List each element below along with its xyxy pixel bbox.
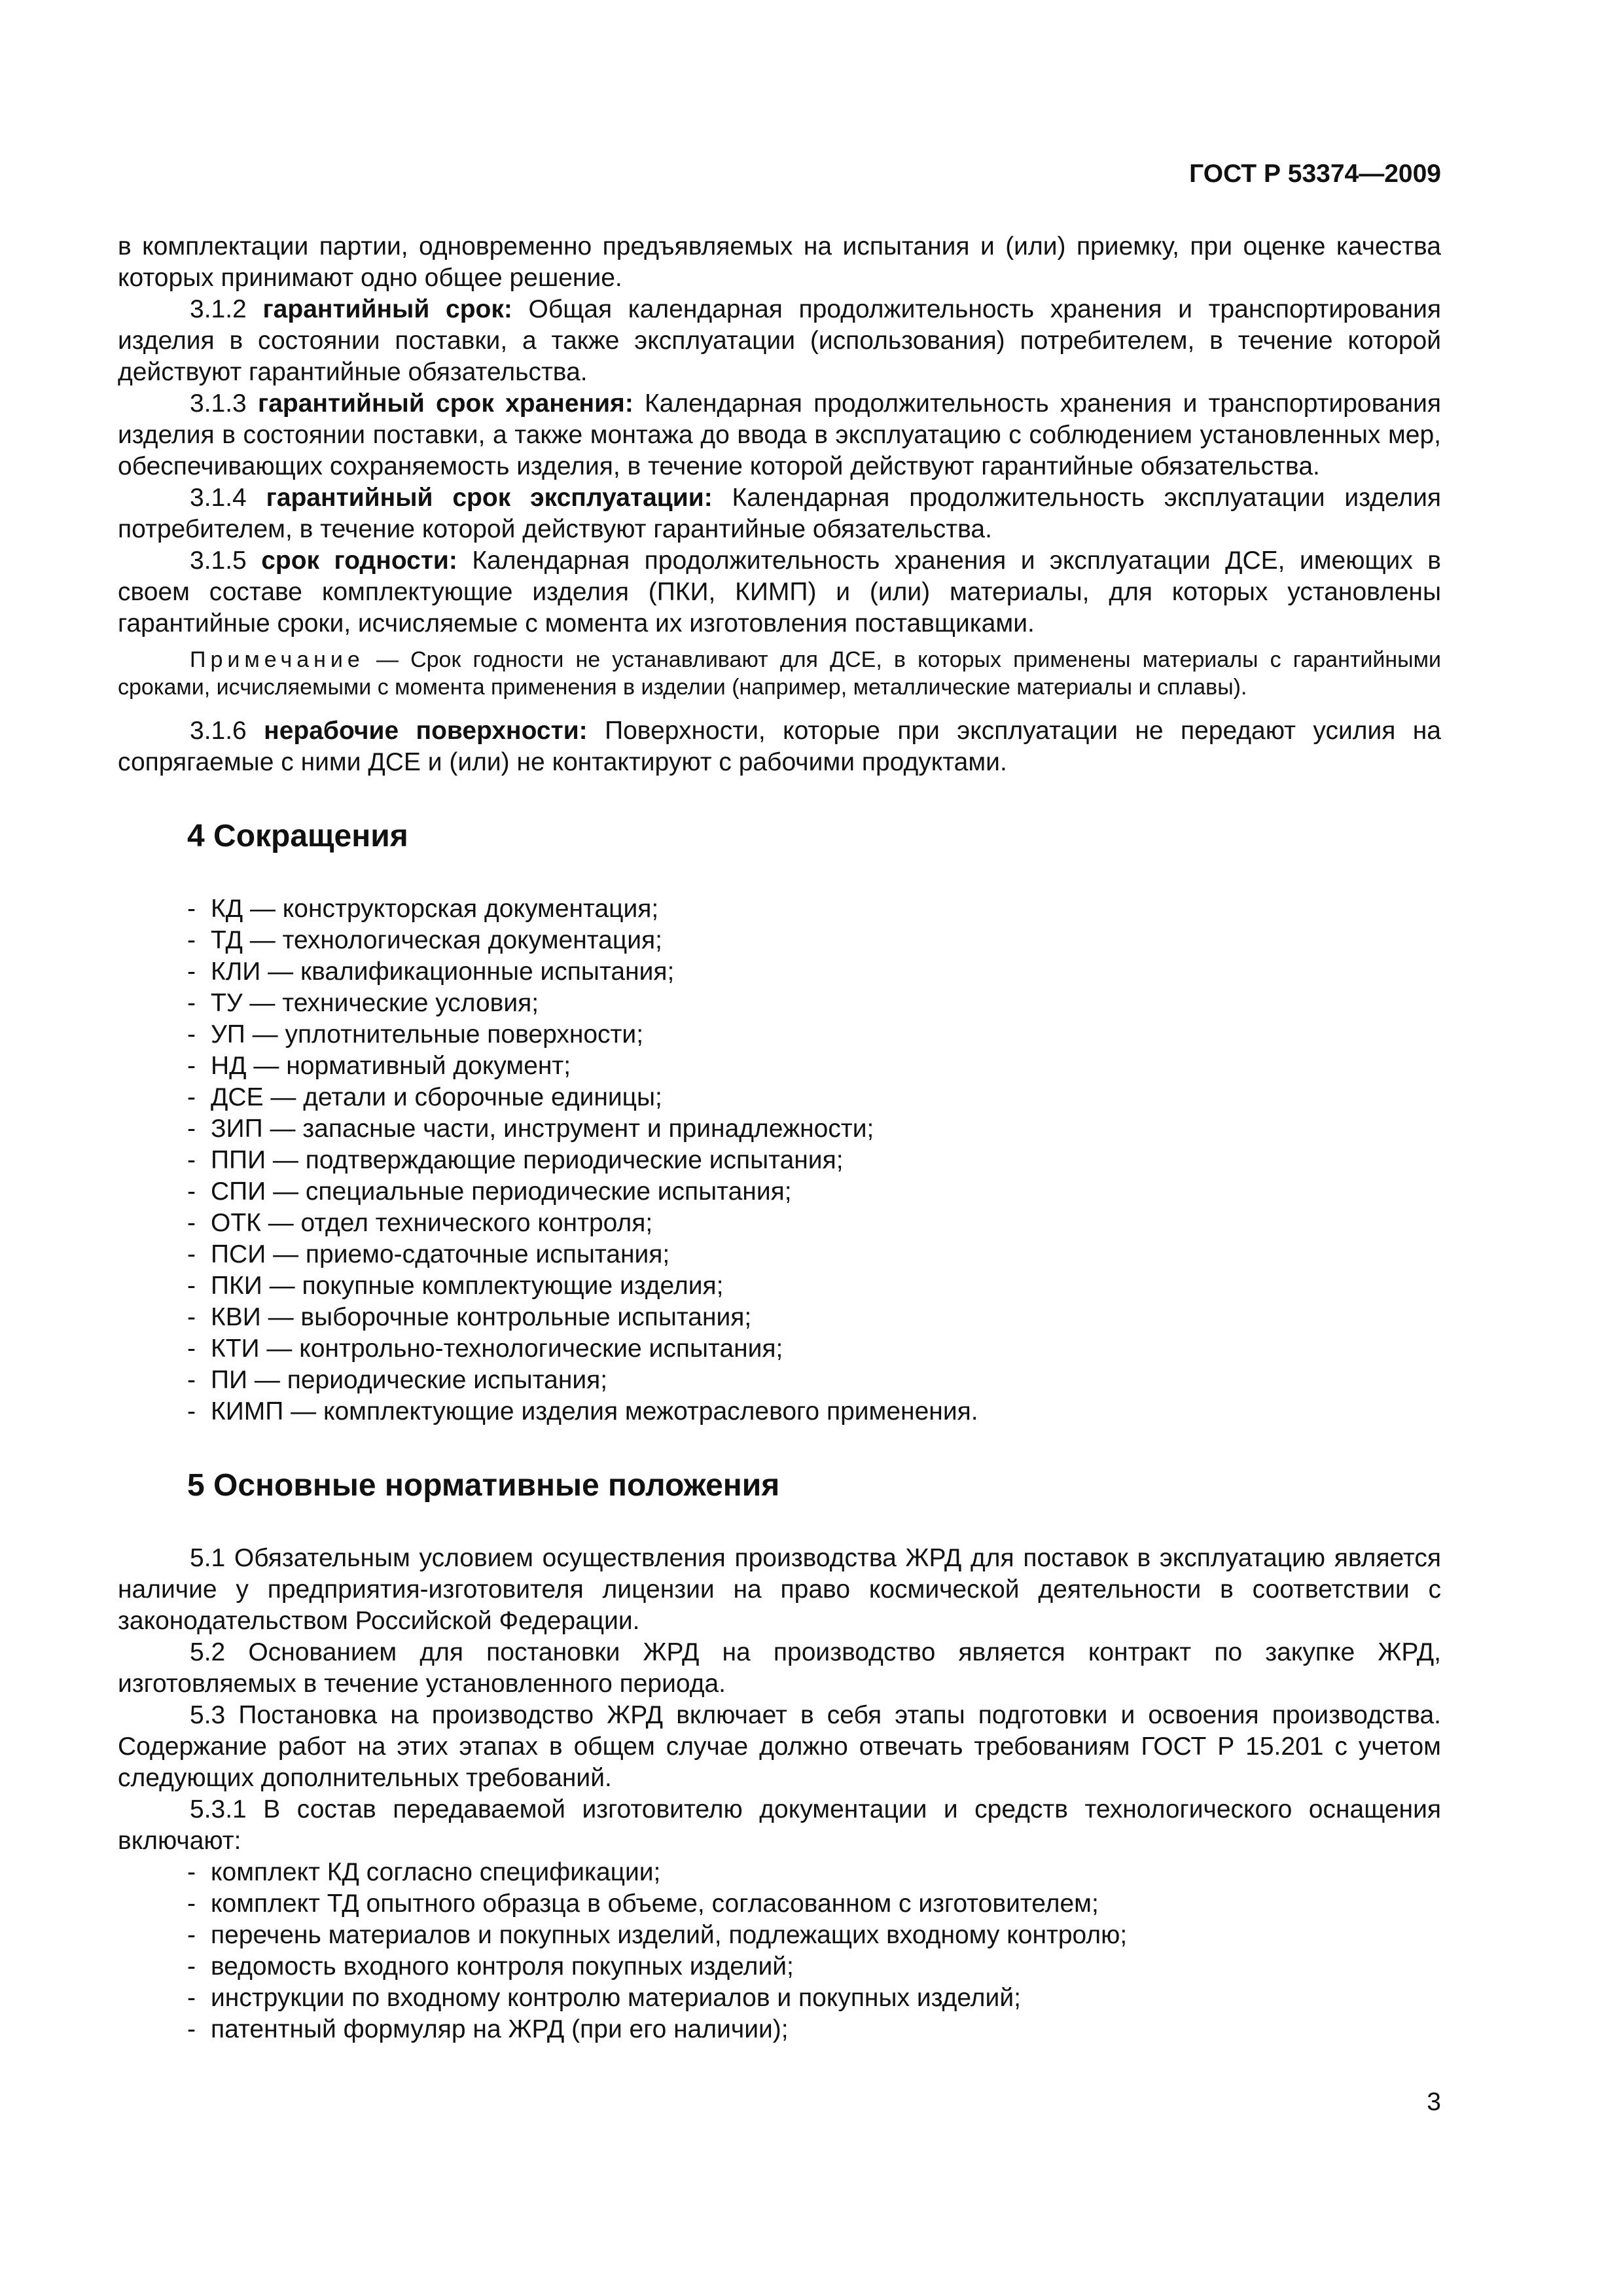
list-item-text: ПКИ — покупные комплектующие изделия; <box>211 1272 724 1300</box>
list-item-text: КД — конструкторская документация; <box>211 895 659 923</box>
definition-term: гарантийный срок: <box>262 295 512 323</box>
definition-text: Поверхности, которые при эксплуатации не передают усилия на сопрягаемые с ними ДСЕ и (или) не контактируют с рабочими продуктами. <box>118 717 1441 776</box>
definition-number: 3.1.3 <box>190 389 247 418</box>
note-label: Примечание <box>190 647 365 672</box>
list-dash: - <box>187 1146 196 1174</box>
list-item <box>118 1365 1441 1396</box>
list-item <box>118 1302 1441 1333</box>
document-code-header: ГОСТ Р 53374—2009 <box>1189 160 1441 188</box>
list-dash: - <box>187 1858 196 1886</box>
definition-term: гарантийный срок хранения: <box>257 389 633 418</box>
section-4-title: 4 Сокращения <box>187 819 408 853</box>
list-item <box>118 893 1441 925</box>
definition-term: срок годности: <box>261 547 457 575</box>
list-dash: - <box>187 989 196 1017</box>
list-item-text: СПИ — специальные периодические испытания; <box>211 1177 792 1206</box>
list-dash: - <box>187 1115 196 1143</box>
list-item <box>118 1019 1441 1050</box>
list-dash: - <box>187 1240 196 1268</box>
list-item <box>118 1982 1441 2014</box>
list-dash: - <box>187 1397 196 1426</box>
list-item-text: КТИ — контрольно-технологические испытания; <box>211 1335 783 1363</box>
definition-text: Календарная продолжительность хранения и транспортирования изделия в состоянии поставки, а также монтажа до ввода в эксплуатацию с соблюдением установленных мер, обеспечивающих сохраняемость изделия, в течение которой действуют гарантийные обязательства. <box>118 389 1442 480</box>
definition-text: Общая календарная продолжительность хранения и транспортирования изделия в состоянии поставки, а также эксплуатации (использования) потребителем, в течение которой действуют гарантийные обязательства. <box>118 295 1441 386</box>
definition-3-1-2 <box>118 294 1441 388</box>
page-content <box>118 231 1441 2045</box>
paragraph-5-3-1: 5.3.1 В состав передаваемой изготовителю документации и средств технологического оснащения включают: <box>118 1795 1441 1855</box>
list-dash: - <box>187 1052 196 1080</box>
list-item-text: ОТК — отдел технического контроля; <box>211 1209 653 1237</box>
list-item-text: перечень материалов и покупных изделий, подлежащих входному контролю; <box>211 1921 1128 1949</box>
list-dash: - <box>187 1952 196 1981</box>
list-item <box>118 1270 1441 1302</box>
list-item-text: комплект ТД опытного образца в объеме, согласованном с изготовителем; <box>211 1890 1099 1918</box>
list-dash: - <box>187 1020 196 1049</box>
list-item <box>118 1113 1441 1145</box>
list-dash: - <box>187 926 196 954</box>
list-dash: - <box>187 895 196 923</box>
list-item-text: инструкции по входному контролю материалов и покупных изделий; <box>211 1984 1021 2012</box>
list-item <box>118 1082 1441 1113</box>
list-item-text: ТУ — технические условия; <box>211 989 539 1017</box>
list-item <box>118 1888 1441 1920</box>
paragraph-5-2: 5.2 Основанием для постановки ЖРД на производство является контракт по закупке ЖРД, изготовляемых в течение установленного периода. <box>118 1638 1441 1698</box>
list-dash: - <box>187 1177 196 1206</box>
list-dash: - <box>187 1083 196 1111</box>
list-dash: - <box>187 1335 196 1363</box>
list-item <box>118 1208 1441 1239</box>
list-dash: - <box>187 1272 196 1300</box>
definition-3-1-3 <box>118 388 1441 482</box>
list-item <box>118 925 1441 956</box>
list-item-text: КИМП — комплектующие изделия межотраслевого применения. <box>211 1397 978 1426</box>
list-item-text: ПСИ — приемо-сдаточные испытания; <box>211 1240 670 1268</box>
page-number: 3 <box>1427 2088 1441 2116</box>
list-item-text: КВИ — выборочные контрольные испытания; <box>211 1303 752 1331</box>
definition-number: 3.1.4 <box>190 484 247 512</box>
list-item <box>118 988 1441 1019</box>
definition-term: гарантийный срок эксплуатации: <box>266 484 713 512</box>
list-item-text: НД — нормативный документ; <box>211 1052 571 1080</box>
abbreviations-list <box>118 893 1441 1427</box>
list-dash: - <box>187 1921 196 1949</box>
list-item-text: ТД — технологическая документация; <box>211 926 662 954</box>
list-item <box>118 1951 1441 1982</box>
list-item-text: ДСЕ — детали и сборочные единицы; <box>211 1083 662 1111</box>
list-item <box>118 1857 1441 1888</box>
paragraph-5-1: 5.1 Обязательным условием осуществления производства ЖРД для поставок в эксплуатацию является наличие у предприятия-изготовителя лицензии на право космической деятельности в соответствии с законодательством Российской Федерации. <box>118 1544 1441 1635</box>
list-item <box>118 1050 1441 1082</box>
list-dash: - <box>187 1303 196 1331</box>
list-item-text: комплект КД согласно спецификации; <box>211 1858 661 1886</box>
definition-number: 3.1.6 <box>190 717 247 745</box>
list-dash: - <box>187 1890 196 1918</box>
documentation-list <box>118 1857 1441 2045</box>
list-item <box>118 956 1441 988</box>
list-item-text: ПИ — периодические испытания; <box>211 1366 608 1394</box>
note-text: — Срок годности не устанавливают для ДСЕ, в которых применены материалы с гарантийными сроками, исчисляемыми с момента применения в изделии (например, металлические материалы и сплавы). <box>118 647 1441 700</box>
list-item <box>118 1396 1441 1427</box>
list-item <box>118 1333 1441 1365</box>
definition-3-1-6 <box>118 715 1441 778</box>
list-item-text: ППИ — подтверждающие периодические испытания; <box>211 1146 844 1174</box>
list-dash: - <box>187 958 196 986</box>
list-item <box>118 2014 1441 2045</box>
definition-text: Календарная продолжительность эксплуатации изделия потребителем, в течение которой действуют гарантийные обязательства. <box>118 484 1441 543</box>
definition-number: 3.1.2 <box>190 295 247 323</box>
note-paragraph <box>118 646 1441 701</box>
list-dash: - <box>187 1209 196 1237</box>
definition-3-1-4 <box>118 482 1441 545</box>
list-item <box>118 1145 1441 1176</box>
paragraph-5-3: 5.3 Постановка на производство ЖРД включает в себя этапы подготовки и освоения производства. Содержание работ на этих этапах в общем случае должно отвечать требованиям ГОСТ Р 15.201 с учетом следующих дополнительных требований. <box>118 1701 1441 1792</box>
definition-number: 3.1.5 <box>190 547 247 575</box>
list-item-text: патентный формуляр на ЖРД (при его наличии); <box>211 2015 789 2043</box>
list-item-text: ведомость входного контроля покупных изделий; <box>211 1952 794 1981</box>
definition-text: Календарная продолжительность хранения и эксплуатации ДСЕ, имеющих в своем составе комплектующие изделия (ПКИ, КИМП) и (или) материалы, для которых установлены гарантийные сроки, исчисляемые с момента их изготовления поставщиками. <box>118 547 1441 637</box>
continuation-paragraph: в комплектации партии, одновременно предъявляемых на испытания и (или) приемку, при оценке качества которых принимают одно общее решение. <box>118 232 1441 292</box>
list-dash: - <box>187 2015 196 2043</box>
list-item <box>118 1176 1441 1208</box>
definition-3-1-5 <box>118 545 1441 639</box>
list-item-text: ЗИП — запасные части, инструмент и принадлежности; <box>211 1115 874 1143</box>
list-dash: - <box>187 1984 196 2012</box>
list-dash: - <box>187 1366 196 1394</box>
list-item-text: КЛИ — квалификационные испытания; <box>211 958 675 986</box>
list-item-text: УП — уплотнительные поверхности; <box>211 1020 644 1049</box>
definition-term: нерабочие поверхности: <box>264 717 588 745</box>
section-5-title: 5 Основные нормативные положения <box>187 1468 780 1503</box>
list-item <box>118 1920 1441 1951</box>
list-item <box>118 1239 1441 1270</box>
